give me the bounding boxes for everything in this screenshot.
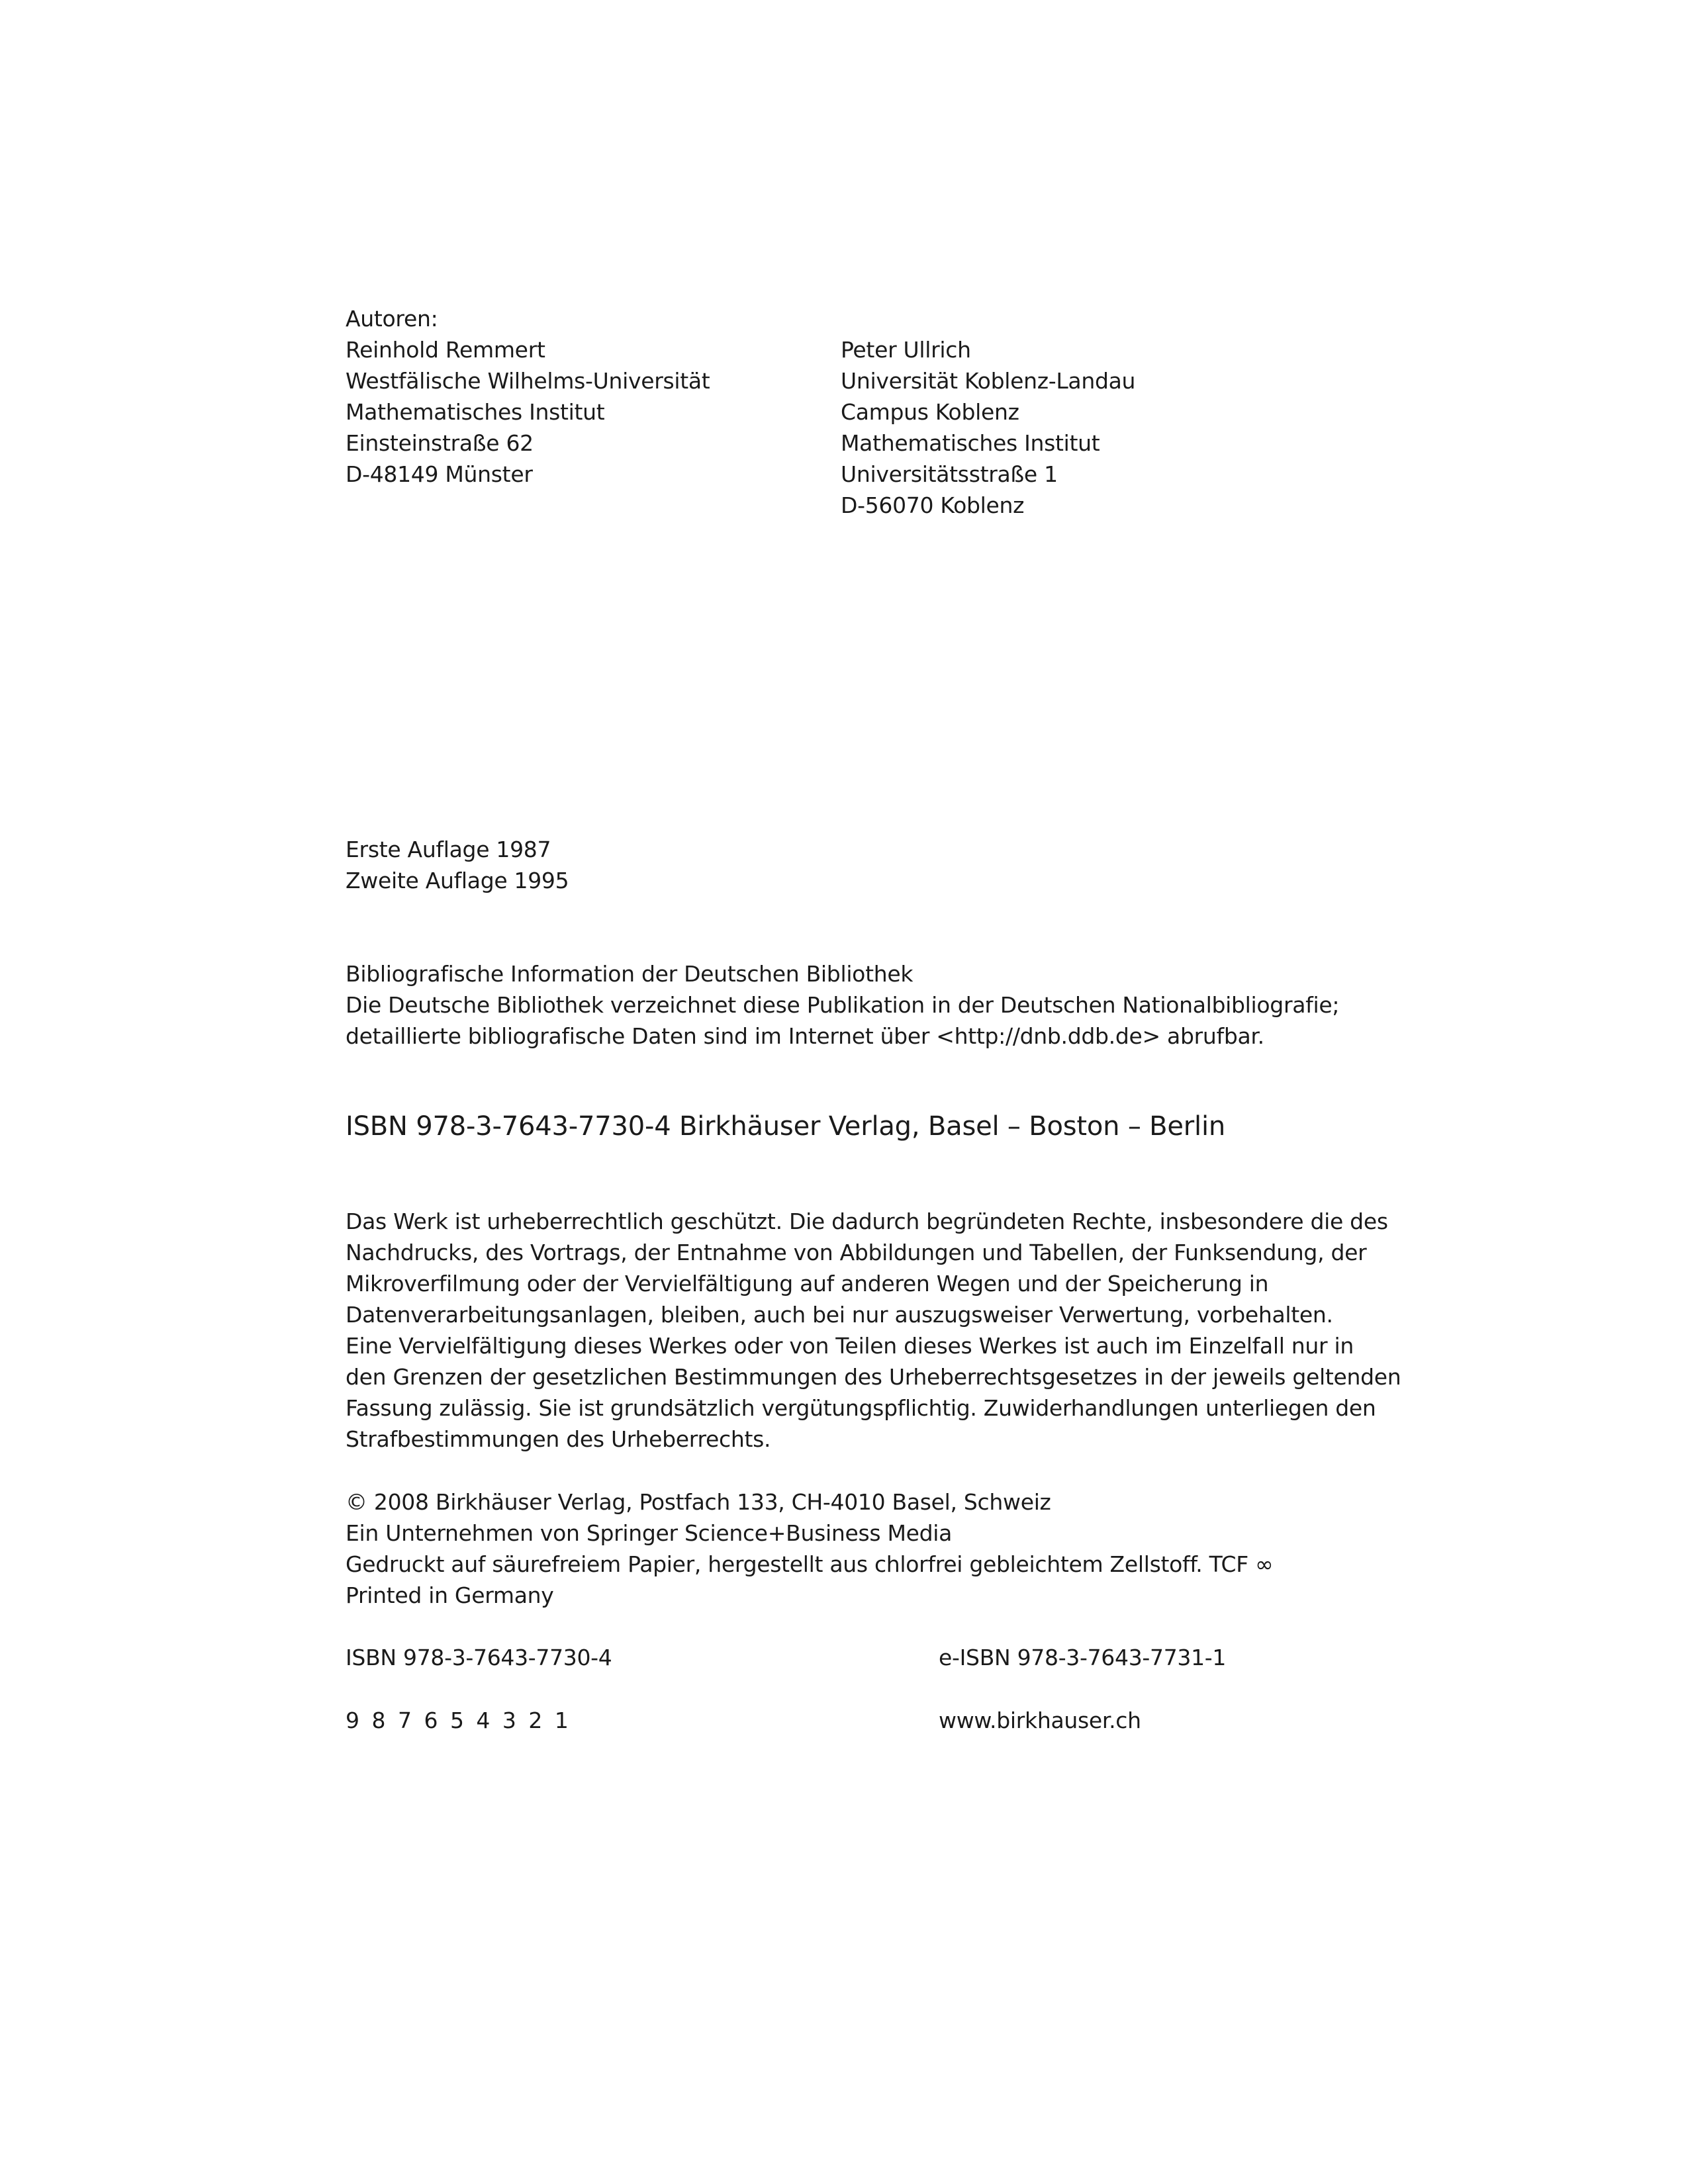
copyright-line: den Grenzen der gesetzlichen Bestimmungen des Urheberrechtsgesetzes in der jeweils geltenden xyxy=(346,1364,1401,1390)
copyright-line: Datenverarbeitungsanlagen, bleiben, auch bei nur auszugsweiser Verwertung, vorbehalten. xyxy=(346,1302,1333,1328)
print-run-text: 9 8 7 6 5 4 3 2 1 xyxy=(346,1707,571,1733)
author-university: Universität Koblenz-Landau xyxy=(841,368,1136,394)
edition-second: Zweite Auflage 1995 xyxy=(346,868,569,893)
copyright-line: Strafbestimmungen des Urheberrechts. xyxy=(346,1426,771,1452)
author-street: Universitätsstraße 1 xyxy=(841,461,1058,487)
publisher-printed-in: Printed in Germany xyxy=(346,1582,554,1608)
isbn-publisher-text: ISBN 978-3-7643-7730-4 Birkhäuser Verlag, Basel – Boston – Berlin xyxy=(346,1111,1226,1142)
biblio-line: detaillierte bibliografische Daten sind im Internet über <http://dnb.ddb.de> abrufbar. xyxy=(346,1023,1264,1049)
biblio-heading: Bibliografische Information der Deutschen Bibliothek xyxy=(346,961,914,987)
isbn-electronic-text: e-ISBN 978-3-7643-7731-1 xyxy=(939,1645,1227,1670)
author-city: D-56070 Koblenz xyxy=(841,492,1025,518)
publisher-paper-note: Gedruckt auf säurefreiem Papier, hergestellt aus chlorfrei gebleichtem Zellstoff. TCF ∞ xyxy=(346,1551,1274,1577)
copyright-line: Nachdrucks, des Vortrags, der Entnahme von Abbildungen und Tabellen, der Funksendung, der xyxy=(346,1240,1367,1265)
author-institute: Mathematisches Institut xyxy=(841,430,1100,456)
author-name: Peter Ullrich xyxy=(841,337,971,363)
copyright-line: Fassung zulässig. Sie ist grundsätzlich vergütungspflichtig. Zuwiderhandlungen unterliegen den xyxy=(346,1395,1376,1421)
author-institute: Mathematisches Institut xyxy=(346,399,605,425)
author-name: Reinhold Remmert xyxy=(346,337,545,363)
edition-history xyxy=(346,834,569,896)
authors-label: Autoren: xyxy=(346,306,438,332)
author-street: Einsteinstraße 62 xyxy=(346,430,534,456)
copyright-notice xyxy=(346,1206,1401,1455)
bibliographic-information xyxy=(346,958,1339,1052)
publisher-info xyxy=(346,1486,1273,1611)
publisher-copyright: © 2008 Birkhäuser Verlag, Postfach 133, CH-4010 Basel, Schweiz xyxy=(346,1489,1051,1515)
isbn-publisher-line xyxy=(346,1108,1225,1145)
author-campus: Campus Koblenz xyxy=(841,399,1019,425)
copyright-line: Eine Vervielfältigung dieses Werkes oder von Teilen dieses Werkes ist auch im Einzelfall nur in xyxy=(346,1333,1354,1359)
publisher-website xyxy=(939,1705,1141,1736)
author-city: D-48149 Münster xyxy=(346,461,533,487)
print-run-numbers xyxy=(346,1705,571,1736)
edition-first: Erste Auflage 1987 xyxy=(346,837,551,862)
author-university: Westfälische Wilhelms-Universität xyxy=(346,368,710,394)
author-address-ullrich xyxy=(841,334,1135,521)
copyright-line: Das Werk ist urheberrechtlich geschützt. Die dadurch begründeten Rechte, insbesondere die des xyxy=(346,1208,1388,1234)
biblio-line: Die Deutsche Bibliothek verzeichnet diese Publikation in der Deutschen Nationalbibliografie; xyxy=(346,992,1340,1018)
publisher-company: Ein Unternehmen von Springer Science+Business Media xyxy=(346,1520,953,1546)
copyright-line: Mikroverfilmung oder der Vervielfältigung auf anderen Wegen und der Speicherung in xyxy=(346,1271,1269,1297)
isbn-print-text: ISBN 978-3-7643-7730-4 xyxy=(346,1645,612,1670)
isbn-electronic xyxy=(939,1642,1226,1673)
authors-heading xyxy=(346,303,438,334)
website-text: www.birkhauser.ch xyxy=(939,1707,1141,1733)
author-address-remmert xyxy=(346,334,710,490)
isbn-print xyxy=(346,1642,612,1673)
